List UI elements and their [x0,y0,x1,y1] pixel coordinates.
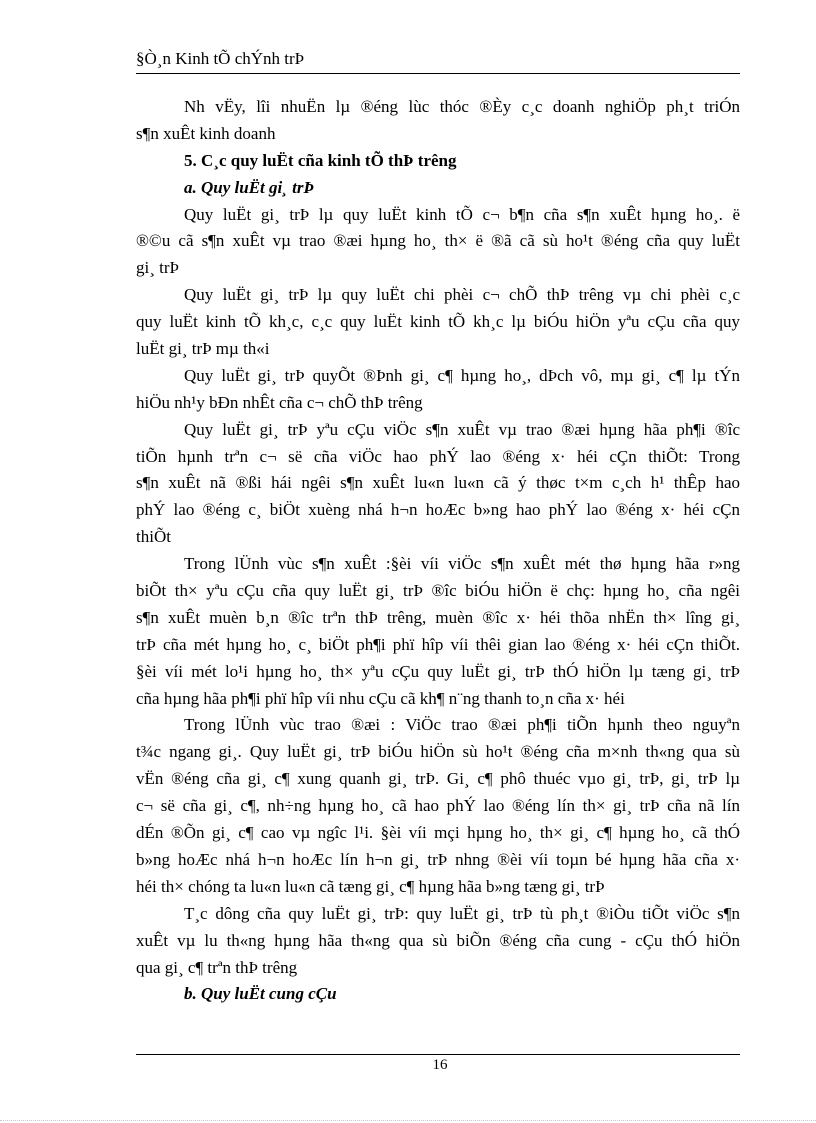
paragraph-value-law-price [136,363,740,417]
text-line: Quy luËt gi¸ trÞ yªu cÇu viÖc s¶n xuÊt vµ trao ®æi hµng hãa ph¶i ®îc [184,419,740,439]
page-bottom-edge [0,1120,816,1121]
text-line: s¶n xuÊt kinh doanh [136,123,276,143]
text-line: §èi víi mét lo¹i hµng ho¸ th× yªu cÇu quy luËt gi¸ trÞ thÓ hiÖn lµ tæng gi¸ trÞ [136,661,740,681]
text-line: phÝ lao ®éng c¸ biÖt xuèng nhá h¬n hoÆc b»ng hao phÝ lao ®éng x· héi cÇn [136,500,740,520]
text-line: s¶n xuÊt nã ®ßi hái ngêi s¶n xuÊt lu«n lu«n cã ý thøc t×m c¸ch h¹ thÊp hao [136,473,740,493]
text-line: trÞ cña mét hµng ho¸ c¸ biÖt ph¶i phï hîp víi thêi gian lao ®éng x· héi cÇn thiÕt. [136,634,740,654]
paragraph-exchange-field [136,712,740,900]
paragraph-value-law-effects [136,901,740,982]
text-line: Trong lÜnh vùc trao ®æi : ViÖc trao ®æi ph¶i tiÕn hµnh theo nguyªn [184,715,740,735]
text-line: Quy luËt gi¸ trÞ lµ quy luËt chi phèi c¬ chÕ thÞ trêng vµ chi phèi c¸c [184,285,740,305]
text-line: ®©u cã s¶n xuÊt vµ trao ®æi hµng ho¸ th× ë ®ã cã sù ho¹t ®éng cña quy luËt [136,231,740,251]
running-header: §Ò¸n Kinh tÕ chÝnh trÞ [136,49,305,68]
text-line: qua gi¸ c¶ trªn thÞ trêng [136,957,298,977]
paragraph-value-law-basic [136,202,740,283]
text-line: xuÊt vµ lu th«ng hµng hãa th«ng qua sù biÕn ®éng cña cung - cÇu thÓ hiÖn [136,930,740,950]
text-line: hiÖu nh¹y bÐn nhÊt cña c¬ chÕ thÞ trêng [136,392,423,412]
paragraph-production-field [136,551,740,712]
paragraph-value-law-governs [136,282,740,363]
section-heading [136,148,740,175]
subheading-line: b. Quy luËt cung cÇu [184,984,337,1004]
text-line: t¾c ngang gi¸. Quy luËt gi¸ trÞ biÓu hiÖn sù ho¹t ®éng cña m×nh th«ng qua sù [136,742,740,762]
text-line: Trong lÜnh vùc s¶n xuÊt :§èi víi viÖc s¶n xuÊt mét thø hµng hãa r»ng [184,554,740,574]
text-line: luËt gi¸ trÞ mµ th«i [136,339,270,359]
text-line: T¸c dông cña quy luËt gi¸ trÞ: quy luËt gi¸ trÞ tù ph¸t ®iÒu tiÕt viÖc s¶n [184,903,740,923]
heading-line: 5. C¸c quy luËt cña kinh tÕ thÞ trêng [184,150,457,170]
text-line: Nh vËy, lîi nhuËn lµ ®éng lùc thóc ®Èy c¸c doanh nghiÖp ph¸t triÓn [184,97,740,116]
text-line: Quy luËt gi¸ trÞ quyÕt ®Þnh gi¸ c¶ hµng ho¸, dÞch vô, mµ gi¸ c¶ lµ tÝn [184,365,740,385]
text-line: dÉn ®Õn gi¸ c¶ cao vµ ngîc l¹i. §èi víi mçi hµng ho¸ th× gi¸ c¶ hµng ho¸ cã thÓ [136,823,740,843]
text-line: vËn ®éng cña gi¸ c¶ xung quanh gi¸ trÞ. Gi¸ c¶ phô thuéc vµo gi¸ trÞ, gi¸ trÞ lµ [136,769,740,789]
body-text [136,94,740,1008]
paragraph-value-law-requirement [136,417,740,551]
text-line: thiÕt [136,527,171,547]
text-line: Quy luËt gi¸ trÞ lµ quy luËt kinh tÕ c¬ b¶n cña s¶n xuÊt hµng ho¸. ë [184,204,740,224]
subheading-line: a. Quy luËt gi¸ trÞ [184,177,314,197]
text-line: s¶n xuÊt muèn b¸n ®îc trªn thÞ trêng, muèn ®îc x· héi thõa nhËn th× lîng gi¸ [136,607,740,627]
page-number: 16 [432,1057,448,1073]
paragraph-profit [136,94,740,148]
subsection-heading-supply-demand [136,981,740,1008]
text-line: c¬ së cña gi¸ c¶, nh÷ng hµng ho¸ cã hao phÝ lao ®éng lín th× gi¸ trÞ cña nã lín [136,796,740,816]
subsection-heading-value-law [136,175,740,202]
text-line: biÕt th× yªu cÇu cña quy luËt gi¸ trÞ ®îc biÓu hiÖn ë chç: hµng ho¸ cña ngêi [136,581,740,601]
text-line: cña hµng hãa ph¶i phï hîp víi nhu cÇu cã kh¶ n¨ng thanh to¸n cña x· héi [136,688,625,708]
text-line: héi th× chóng ta lu«n lu«n cã tæng gi¸ c¶ hµng hãa b»ng tæng gi¸ trÞ [136,876,605,896]
footer-divider [136,1054,740,1055]
text-line: gi¸ trÞ [136,258,179,278]
header-divider [136,73,740,74]
text-line: quy luËt kinh tÕ kh¸c, c¸c quy luËt kinh tÕ kh¸c lµ biÓu hiÖn yªu cÇu cña quy [136,312,740,332]
text-line: tiÕn hµnh trªn c¬ së cña viÖc hao phÝ lao ®éng x· héi cÇn thiÕt: Trong [136,446,740,466]
text-line: b»ng hoÆc nhá h¬n hoÆc lín h¬n gi¸ trÞ nhng ®èi víi toµn bé hµng hãa cña x· [136,849,740,869]
